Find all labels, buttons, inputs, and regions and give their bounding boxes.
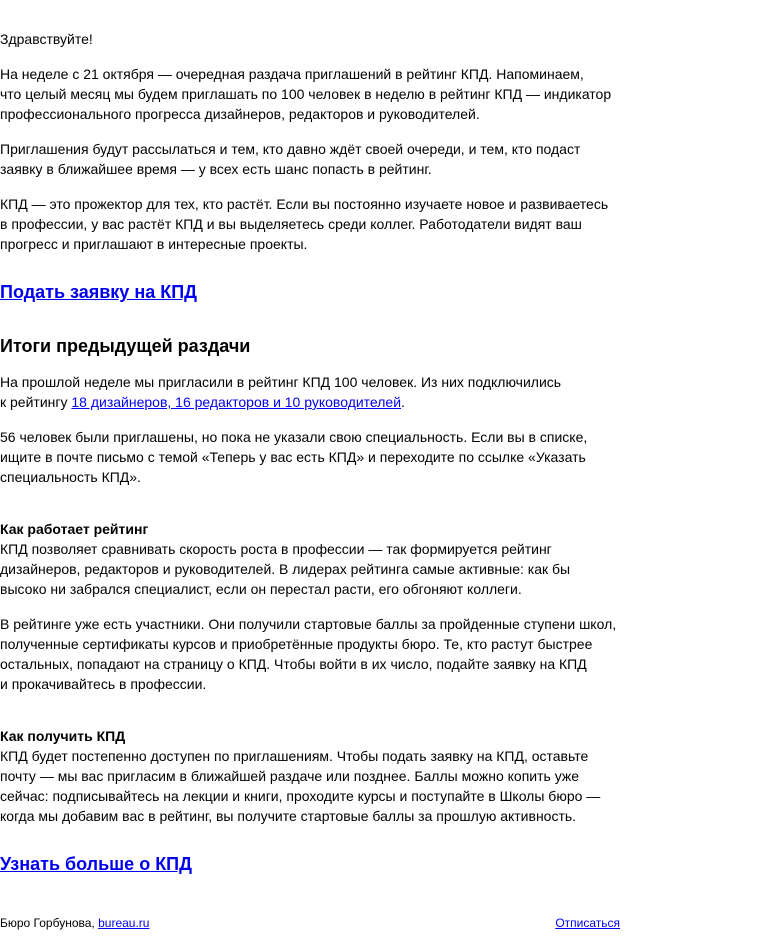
how-works-heading: Как работает рейтинг xyxy=(0,521,149,537)
unsubscribe-link[interactable]: Отписаться xyxy=(555,916,620,930)
learn-more-kpd-link[interactable]: Узнать больше о КПД xyxy=(0,854,192,874)
footer-company: Бюро Горбунова, xyxy=(0,916,99,930)
results-paragraph-1: На прошлой неделе мы пригласили в рейтинг КПД 100 человек. Из них подключились к рейтингу 18 дизайнеров, 16 редакторов и 10 руководителей. xyxy=(0,374,562,410)
results-specialists-link[interactable]: 18 дизайнеров, 16 редакторов и 10 руководителей xyxy=(71,394,402,410)
results-paragraph-2: 56 человек были приглашены, но пока не указали свою специальность. Если вы в списке, ищите в почте письмо с темой «Теперь у вас есть КПД» и переходите по ссылке «Указать специальность КПД». xyxy=(0,429,588,485)
how-get-section: Как получить КПД КПД будет постепенно доступен по приглашениям. Чтобы подать заявку на КПД, оставьте почту — мы вас пригласим в ближайшей раздаче или позднее. Баллы можно копить уже сейчас: подписывайтесь на лекции и книги, проходите курсы и поступайте в Школы бюро — когда мы добавим вас в рейтинг, вы получите стартовые баллы за прошлую активность. xyxy=(0,728,601,824)
intro-paragraph-3: КПД — это прожектор для тех, кто растёт. Если вы постоянно изучаете новое и развиваетесь в профессии, у вас растёт КПД и вы выделяетесь среди коллег. Работодатели видят ваш прогресс и приглашают в интересные проекты. xyxy=(0,196,609,252)
footer xyxy=(0,914,620,932)
greeting: Здравствуйте! xyxy=(0,31,93,47)
intro-paragraph-1: На неделе с 21 октября — очередная раздача приглашений в рейтинг КПД. Напоминаем, что целый месяц мы будем приглашать по 100 человек в неделю в рейтинг КПД — индикатор профессионального прогресса дизайнеров, редакторов и руководителей. xyxy=(0,66,612,122)
intro-paragraph-2: Приглашения будут рассылаться и тем, кто давно ждёт своей очереди, и тем, кто подаст заявку в ближайшее время — у всех есть шанс попасть в рейтинг. xyxy=(0,141,581,177)
how-works-paragraph-2: В рейтинге уже есть участники. Они получили стартовые баллы за пройденные ступени школ, полученные сертификаты курсов и приобретённые продукты бюро. Те, кто растут быстрее остальных, попадают на страницу о КПД. Чтобы войти в их число, подайте заявку на КПД и прокачивайтесь в профессии. xyxy=(0,616,617,692)
results-heading: Итоги предыдущей раздачи xyxy=(0,336,251,356)
footer-site-link[interactable]: bureau.ru xyxy=(98,916,150,930)
apply-kpd-link[interactable]: Подать заявку на КПД xyxy=(0,282,197,302)
how-get-heading: Как получить КПД xyxy=(0,728,126,744)
how-works-section: Как работает рейтинг КПД позволяет сравнивать скорость роста в профессии — так формируется рейтинг дизайнеров, редакторов и руководителей. В лидерах рейтинга самые активные: как бы высоко ни забрался специалист, если он перестал расти, его обгоняют коллеги. xyxy=(0,521,571,597)
